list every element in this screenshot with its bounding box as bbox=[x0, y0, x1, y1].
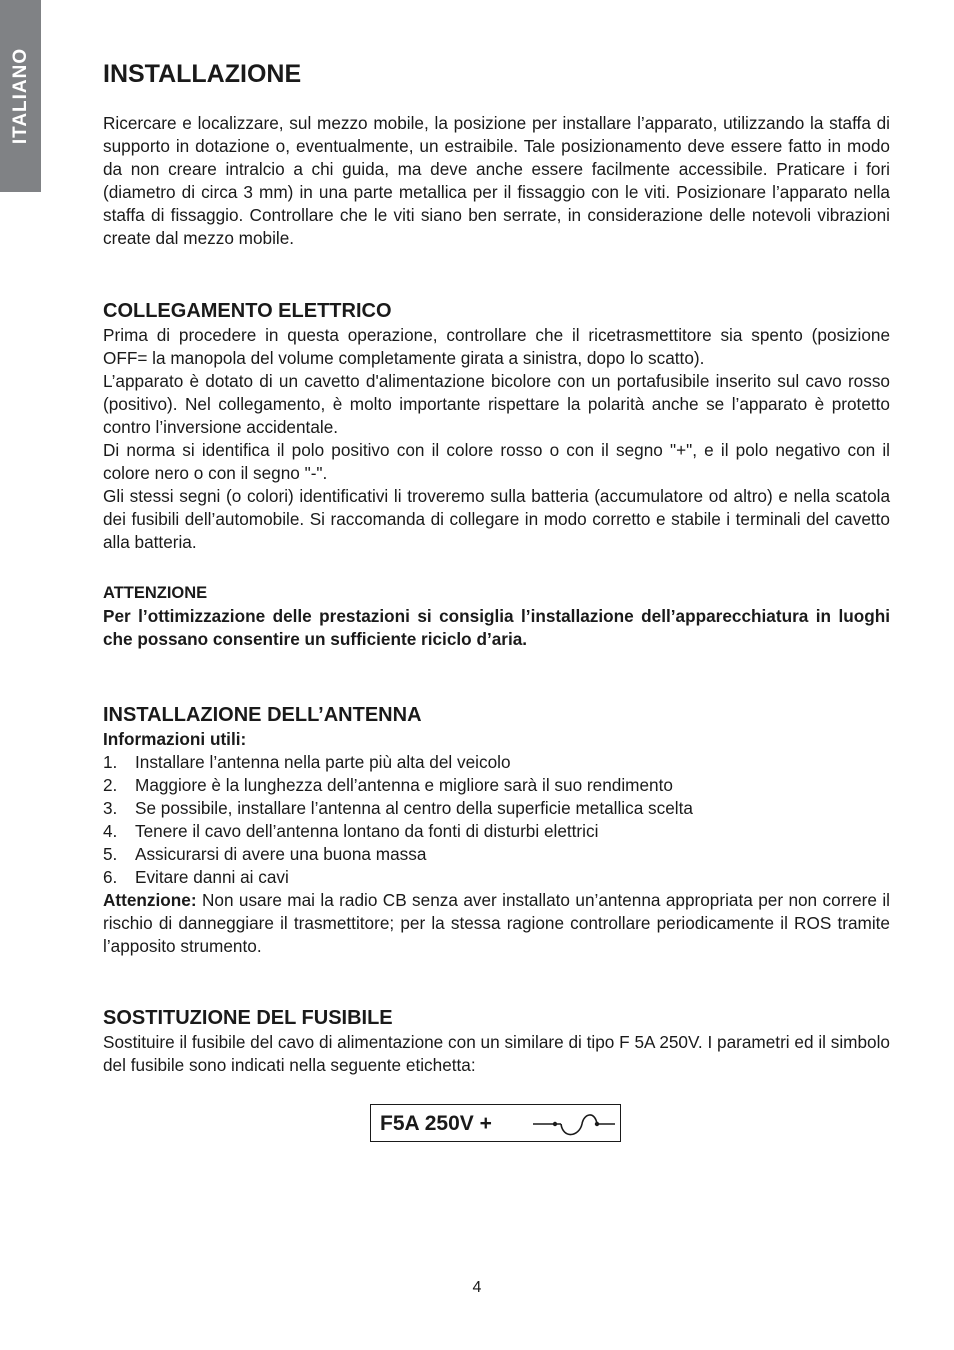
antenna-note-label: Attenzione: bbox=[103, 890, 197, 910]
warning-heading: ATTENZIONE bbox=[103, 584, 208, 602]
electrical-paragraph-4: Gli stessi segni (o colori) identificativi li troveremo sulla batteria (accumulatore od altro) e nella scatola dei fusibili dell’automobile. Si raccomanda di collegare in modo corretto e stabile i terminali del cavetto alla batteria. bbox=[103, 486, 890, 552]
fuse-rating: F5A 250V + bbox=[380, 1112, 492, 1135]
antenna-heading: INSTALLAZIONE DELL’ANTENNA bbox=[103, 704, 422, 726]
fuse-paragraph: Sostituire il fusibile del cavo di alimentazione con un similare di tipo F 5A 250V. I parametri ed il simbolo del fusibile sono indicati nella seguente etichetta: bbox=[103, 1032, 890, 1075]
list-item: 5. Assicurarsi di avere una buona massa bbox=[103, 844, 427, 864]
electrical-paragraph-2: L’apparato è dotato di un cavetto d'alimentazione bicolore con un portafusibile inserito sul cavo rosso (positivo). Nel collegamento, è molto importante rispettare la polarità anche se l’apparato è protetto contro l’inversione accidentale. bbox=[103, 371, 890, 437]
page-title: INSTALLAZIONE bbox=[103, 60, 302, 88]
fuse-heading: SOSTITUZIONE DEL FUSIBILE bbox=[103, 1007, 393, 1029]
electrical-section bbox=[103, 298, 890, 554]
antenna-note bbox=[103, 889, 890, 958]
list-item: 2. Maggiore è la lunghezza dell’antenna e migliore sarà il suo rendimento bbox=[103, 775, 673, 795]
electrical-paragraph-3: Di norma si identifica il polo positivo con il colore rosso o con il segno "+", e il polo negativo con il colore nero o con il segno "-". bbox=[103, 440, 890, 483]
list-item: 3. Se possibile, installare l’antenna al centro della superficie metallica scelta bbox=[103, 798, 693, 818]
language-tab bbox=[0, 0, 41, 192]
list-item: 1. Installare l’antenna nella parte più alta del veicolo bbox=[103, 752, 511, 772]
warning-section bbox=[103, 582, 890, 651]
fuse-section bbox=[103, 1005, 890, 1077]
antenna-tips-list bbox=[103, 751, 890, 889]
intro-section bbox=[103, 112, 890, 250]
intro-paragraph: Ricercare e localizzare, sul mezzo mobile, la posizione per installare l’apparato, utilizzando la staffa di supporto in dotazione o, eventualmente, un estraibile. Tale posizionamento deve essere fatto in modo da non creare intralcio a chi guida, ma deve anche essere facilmente accessibile. Praticare i fori (diametro di circa 3 mm) in una parte metallica per il fissaggio con le viti. Posizionare l’apparato nella staffa di fissaggio. Controllare che le viti siano ben serrate, in considerazione delle notevoli vibrazioni create dal mezzo mobile. bbox=[103, 113, 890, 248]
antenna-subheading: Informazioni utili: bbox=[103, 729, 247, 749]
list-item: 4. Tenere il cavo dell’antenna lontano da fonti di disturbi elettrici bbox=[103, 821, 599, 841]
electrical-heading: COLLEGAMENTO ELETTRICO bbox=[103, 300, 392, 322]
fuse-label-box bbox=[370, 1104, 621, 1142]
language-tab-label: ITALIANO bbox=[9, 47, 31, 145]
warning-text: Per l’ottimizzazione delle prestazioni si consiglia l’installazione dell’apparecchiatura in luoghi che possano consentire un sufficiente riciclo d’aria. bbox=[103, 606, 890, 649]
antenna-note-text: Non usare mai la radio CB senza aver installato un’antenna appropriata per non correre il rischio di danneggiare il trasmettitore; per la stessa ragione controllare periodicamente il ROS tramite l’apposito strumento. bbox=[103, 890, 890, 956]
page-number: 4 bbox=[472, 1279, 482, 1296]
antenna-section bbox=[103, 702, 890, 958]
list-item: 6. Evitare danni ai cavi bbox=[103, 867, 289, 887]
fuse-symbol-icon bbox=[531, 1111, 617, 1137]
electrical-paragraph-1: Prima di procedere in questa operazione, controllare che il ricetrasmettitore sia spento (posizione OFF= la manopola del volume completamente girata a sinistra, dopo lo scatto). bbox=[103, 325, 890, 368]
